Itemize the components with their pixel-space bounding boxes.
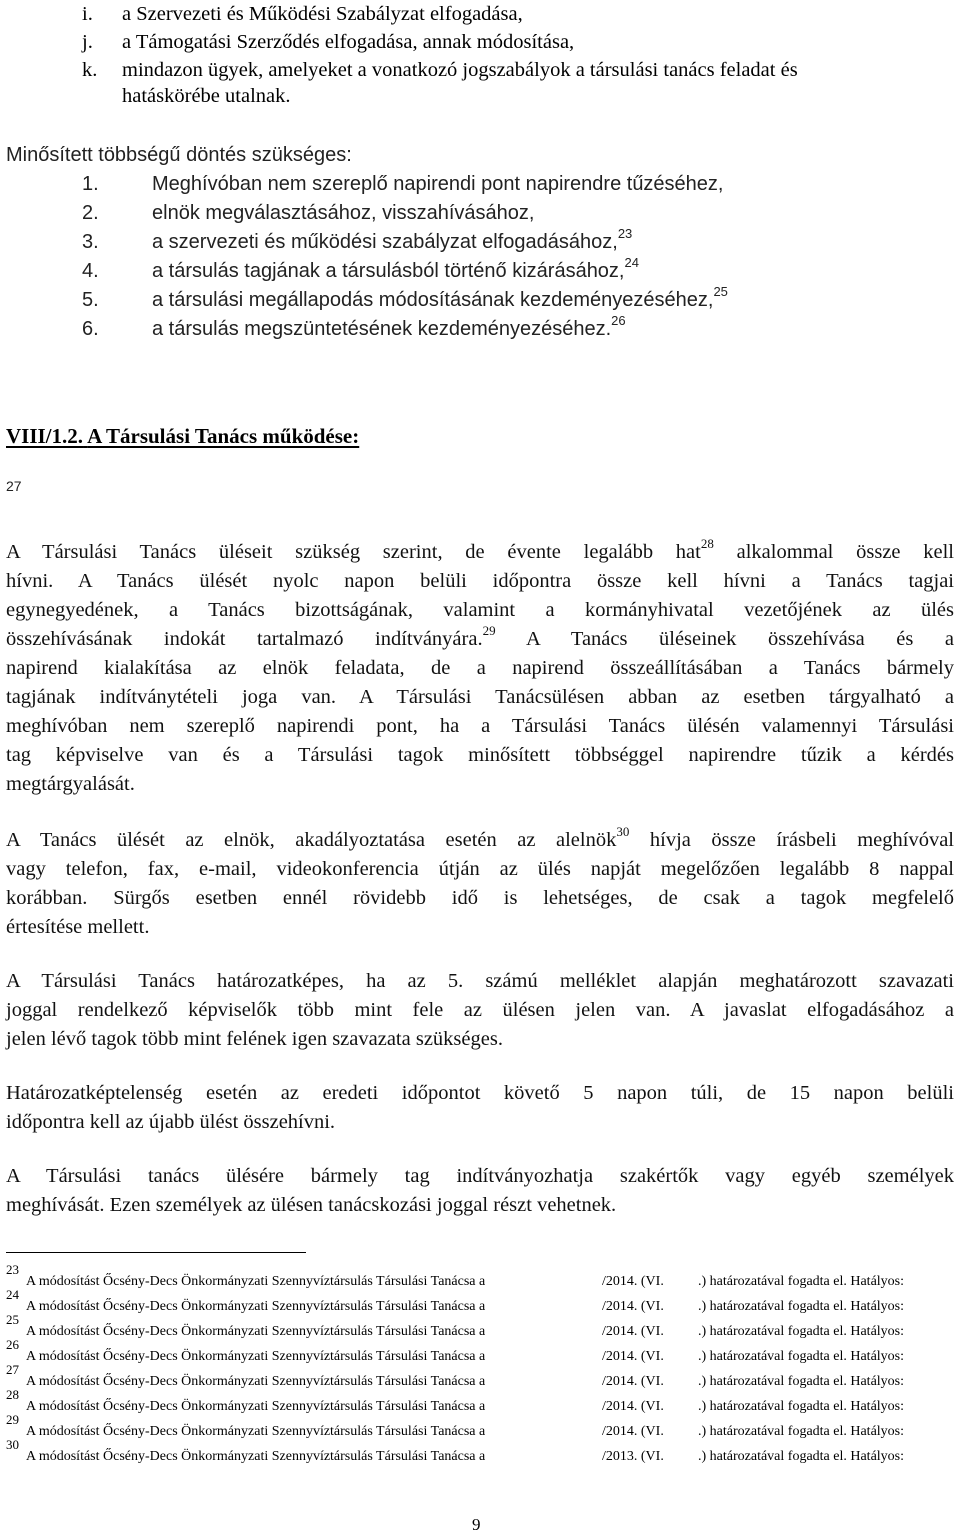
list-item-text: elnök megválasztásához, visszahívásához, [152, 202, 535, 224]
paragraph-line: tag képviselve van és a Társulási tagok minősített többséggel napirendre tűzik a kérdés [6, 744, 954, 766]
footnote-number: 28 [6, 1387, 19, 1402]
paragraph-line: A Társulási Tanács határozatképes, ha az 5. számú melléklet alapján meghatározott szavazati [6, 970, 954, 992]
footnote-ref[interactable]: 28 [700, 536, 714, 552]
list-marker: 2. [82, 202, 99, 224]
footnote-text: A módosítást Őcsény-Decs Önkormányzati Szennyvíztársulás Társulási Tanácsa a [26, 1424, 486, 1439]
list-item-text: a társulás megszüntetésének kezdeményezéséhez. [152, 318, 612, 340]
qualified-item-4 [82, 255, 639, 283]
footnote-text: A módosítást Őcsény-Decs Önkormányzati Szennyvíztársulás Társulási Tanácsa a [26, 1299, 486, 1314]
footnote-text-end: .) határozatával fogadta el. Hatályos: [698, 1274, 905, 1289]
footnote-28 [6, 1387, 954, 1413]
qualified-item-1 [82, 173, 723, 196]
list-marker: 5. [82, 289, 99, 311]
footnote-resolution: /2014. (VI. [602, 1299, 664, 1314]
footnote-resolution: /2014. (VI. [602, 1399, 664, 1414]
page-number: 9 [472, 1515, 481, 1534]
qualified-majority-heading: Minősített többségű döntés szükséges: [6, 144, 352, 166]
footnote-25 [6, 1312, 954, 1338]
text-run: összehívásának indokát tartalmazó indítványára. [6, 628, 483, 650]
footnote-number: 23 [6, 1262, 19, 1277]
paragraph-line: meghívását. Ezen személyek az ülésen tanácskozási joggal részt vehetnek. [6, 1194, 617, 1216]
footnote-number: 27 [6, 1362, 19, 1377]
paragraph-line: megtárgyalását. [6, 773, 135, 795]
list-item-text: mindazon ügyek, amelyeket a vonatkozó jogszabályok a társulási tanács feladat és [122, 59, 798, 81]
footnote-ref[interactable]: 30 [616, 824, 630, 840]
footnote-ref[interactable]: 24 [624, 255, 639, 271]
paragraph-convening [6, 826, 954, 942]
footnote-text-end: .) határozatával fogadta el. Hatályos: [698, 1324, 905, 1339]
qualified-item-3 [82, 226, 633, 254]
paragraph-line: joggal rendelkező képviselők több mint fele az ülésen jelen van. A javaslat elfogadásához a [6, 999, 954, 1021]
paragraph-line: jelen lévő tagok több mint felének igen szavazata szükséges. [6, 1028, 503, 1050]
list-marker: 1. [82, 173, 99, 195]
list-item-j [82, 28, 574, 56]
footnote-text-end: .) határozatával fogadta el. Hatályos: [698, 1299, 905, 1314]
list-item-text: a Szervezeti és Működési Szabályzat elfogadása, [122, 3, 523, 25]
footnote-text-end: .) határozatával fogadta el. Hatályos: [698, 1399, 905, 1414]
footnote-text: A módosítást Őcsény-Decs Önkormányzati Szennyvíztársulás Társulási Tanácsa a [26, 1349, 486, 1364]
qualified-item-2 [82, 202, 534, 225]
paragraph-line: hívni. A Tanács ülését nyolc napon belüli időpontra össze kell hívni a Tanács tagjai [6, 570, 954, 592]
footnote-number: 24 [6, 1287, 19, 1302]
footnote-number: 29 [6, 1412, 19, 1427]
paragraph-line: meghívóban nem szereplő napirendi pont, ha a Társulási Tanács ülésén valamennyi Társulási [6, 715, 954, 737]
paragraph-line: napirend kialakítása az elnök feladata, de a napirend összeállításában a Tanács bármely [6, 657, 954, 679]
list-item-text: a szervezeti és működési szabályzat elfogadásához, [152, 231, 618, 253]
list-marker: j. [82, 31, 93, 53]
footnote-text: A módosítást Őcsény-Decs Önkormányzati Szennyvíztársulás Társulási Tanácsa a [26, 1449, 486, 1464]
list-marker: k. [82, 59, 98, 81]
footnote-ref[interactable]: 26 [611, 313, 626, 329]
list-item-text: Meghívóban nem szereplő napirendi pont napirendre tűzéséhez, [152, 173, 724, 195]
list-marker: i. [82, 3, 93, 25]
footnote-text-end: .) határozatával fogadta el. Hatályos: [698, 1424, 905, 1439]
paragraph-line: tagjának indítványtételi joga van. A Társulási Tanácsülésen abban az esetben tárgyalható a [6, 686, 954, 708]
footnote-separator [6, 1252, 306, 1253]
paragraph-line [6, 538, 954, 567]
footnote-26 [6, 1337, 954, 1363]
footnote-text: A módosítást Őcsény-Decs Önkormányzati Szennyvíztársulás Társulási Tanácsa a [26, 1399, 486, 1414]
footnote-text-end: .) határozatával fogadta el. Hatályos: [698, 1374, 905, 1389]
footnote-resolution: /2014. (VI. [602, 1274, 664, 1289]
paragraph-line [6, 625, 954, 654]
list-marker: 3. [82, 231, 99, 253]
footnote-resolution: /2014. (VI. [602, 1374, 664, 1389]
paragraph-line: A Társulási tanács ülésére bármely tag indítványozhatja szakértők vagy egyéb személyek [6, 1165, 954, 1187]
list-marker: 6. [82, 318, 99, 340]
footnote-ref[interactable]: 25 [713, 284, 728, 300]
footnote-ref[interactable]: 23 [617, 226, 633, 242]
footnote-resolution: /2014. (VI. [602, 1324, 664, 1339]
section-heading [6, 424, 359, 449]
qualified-item-6 [82, 313, 626, 341]
list-item-text: a társulási megállapodás módosításának kezdeményezéséhez, [152, 289, 714, 311]
footnote-text: A módosítást Őcsény-Decs Önkormányzati Szennyvíztársulás Társulási Tanácsa a [26, 1324, 486, 1339]
list-item-k [82, 56, 798, 84]
section-number: VIII/1.2. [6, 424, 84, 448]
list-item-text: a társulás tagjának a társulásból történő kizárásához, [152, 260, 625, 282]
text-run: A Társulási Tanács üléseit szükség szerint, de évente legalább hat [6, 541, 701, 563]
list-marker: 4. [82, 260, 99, 282]
footnote-number: 26 [6, 1337, 19, 1352]
paragraph-line: egynegyedének, a Tanács bizottságának, valamint a kormányhivatal vezetőjének az ülés [6, 599, 954, 621]
footnote-24 [6, 1287, 954, 1313]
text-run: alkalommal össze kell [713, 541, 954, 563]
paragraph-quorum [6, 967, 954, 1054]
paragraph-line: időpontra kell az újabb ülést összehívni. [6, 1111, 336, 1133]
section-title: A Társulási Tanács működése: [87, 424, 360, 448]
paragraph-line: vagy telefon, fax, e-mail, videokonferencia útján az ülés napját megelőzően legalább 8 nappal [6, 858, 954, 880]
text-run: hívja össze írásbeli meghívóval [629, 829, 954, 851]
footnote-ref[interactable]: 29 [482, 623, 496, 639]
paragraph-no-quorum [6, 1079, 954, 1137]
footnote-resolution: /2013. (VI. [602, 1449, 664, 1464]
footnote-30 [6, 1437, 954, 1463]
text-run: A Tanács üléseinek összehívása és a [495, 628, 955, 650]
footnote-text-end: .) határozatával fogadta el. Hatályos: [698, 1349, 905, 1364]
footnote-text-end: .) határozatával fogadta el. Hatályos: [698, 1449, 905, 1464]
footnote-resolution: /2014. (VI. [602, 1424, 664, 1439]
paragraph-line: Határozatképtelenség esetén az eredeti időpontot követő 5 napon túli, de 15 napon belüli [6, 1082, 954, 1104]
paragraph-experts [6, 1162, 954, 1220]
footnote-27 [6, 1362, 954, 1388]
list-item-i [82, 0, 523, 28]
footnote-number: 25 [6, 1312, 19, 1327]
footnote-23 [6, 1262, 954, 1288]
footnote-text: A módosítást Őcsény-Decs Önkormányzati Szennyvíztársulás Társulási Tanácsa a [26, 1374, 486, 1389]
footnote-resolution: /2014. (VI. [602, 1349, 664, 1364]
paragraph-meetings [6, 538, 954, 799]
footnote-text: A módosítást Őcsény-Decs Önkormányzati Szennyvíztársulás Társulási Tanácsa a [26, 1274, 486, 1289]
qualified-item-5 [82, 284, 728, 312]
footnote-marker-27[interactable]: 27 [6, 478, 22, 494]
text-run: A Tanács ülését az elnök, akadályoztatása esetén az alelnök [6, 829, 617, 851]
paragraph-line: korábban. Sürgős esetben ennél rövidebb idő is lehetséges, de csak a tagok megfelelő [6, 887, 954, 909]
list-item-text: a Támogatási Szerződés elfogadása, annak módosítása, [122, 31, 575, 53]
paragraph-line [6, 826, 954, 855]
footnote-29 [6, 1412, 954, 1438]
paragraph-line: értesítése mellett. [6, 916, 150, 938]
list-item-continuation: hatáskörébe utalnak. [122, 85, 291, 107]
footnote-number: 30 [6, 1437, 19, 1452]
